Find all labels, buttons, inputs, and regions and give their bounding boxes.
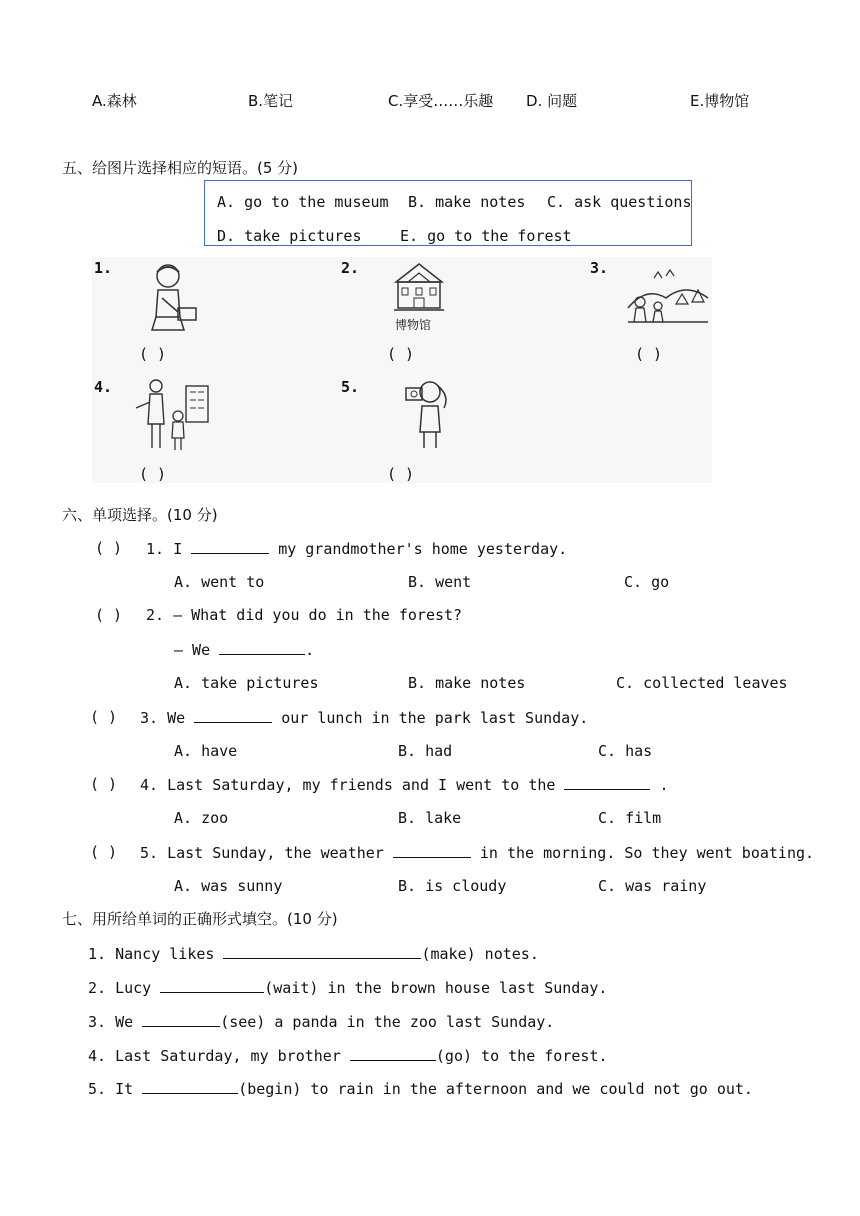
q3-answer-paren[interactable]: ( ) [90, 708, 118, 726]
q3-blank[interactable] [194, 708, 272, 723]
option-enjoy: C.享受……乐趣 [388, 92, 494, 110]
phrase-c: C. ask questions [547, 193, 692, 211]
fill-blank-5[interactable] [142, 1079, 238, 1094]
girl-camera-icon [400, 378, 454, 452]
phrase-a: A. go to the museum [217, 193, 389, 211]
fill-item-2: 2. Lucy (wait) in the brown house last Sunday. [88, 979, 608, 997]
q2-blank[interactable] [219, 640, 305, 655]
q4-option-a: A. zoo [174, 809, 229, 827]
fill-item-5: 5. It (begin) to rain in the afternoon and we could not go out. [88, 1080, 753, 1098]
q3-question: 3. We our lunch in the park last Sunday. [140, 709, 589, 727]
q5-blank[interactable] [393, 843, 471, 858]
fill-blank-3[interactable] [142, 1012, 220, 1027]
q5-question: 5. Last Sunday, the weather in the morning. So they went boating. [140, 844, 815, 862]
fill-blank-4[interactable] [350, 1046, 436, 1061]
fill-item-4: 4. Last Saturday, my brother (go) to the forest. [88, 1047, 608, 1065]
picture-1-number: 1. [94, 259, 113, 277]
picture-3-number: 3. [590, 259, 609, 277]
q4-question: 4. Last Saturday, my friends and I went to the . [140, 776, 669, 794]
q4-option-c: C. film [598, 809, 662, 827]
phrase-b: B. make notes [408, 193, 526, 211]
q2-question: 2. — What did you do in the forest? [146, 606, 463, 624]
section5-title: 五、给图片选择相应的短语。(5 分) [62, 159, 299, 177]
q2-answer-paren[interactable]: ( ) [95, 606, 123, 624]
phrase-e: E. go to the forest [400, 227, 572, 245]
picture-2-answer[interactable]: ( ) [387, 345, 415, 363]
q1-question: 1. I my grandmother's home yesterday. [146, 540, 568, 558]
q2-option-c: C. collected leaves [616, 674, 788, 692]
picture-2-number: 2. [341, 259, 360, 277]
fill-item-1: 1. Nancy likes (make) notes. [88, 945, 539, 963]
q1-option-b: B. went [408, 573, 472, 591]
q4-blank[interactable] [564, 775, 650, 790]
museum-caption: 博物馆 [395, 318, 432, 332]
section6-title: 六、单项选择。(10 分) [62, 506, 218, 524]
picture-1-answer[interactable]: ( ) [139, 345, 167, 363]
phrase-d: D. take pictures [217, 227, 362, 245]
picture-5-answer[interactable]: ( ) [387, 465, 415, 483]
option-forest: A.森林 [92, 92, 137, 110]
q1-option-c: C. go [624, 573, 670, 591]
option-museum: E.博物馆 [690, 92, 750, 110]
q2-response: — We . [174, 641, 315, 659]
q3-option-b: B. had [398, 742, 453, 760]
q3-option-a: A. have [174, 742, 238, 760]
picture-4-answer[interactable]: ( ) [139, 465, 167, 483]
teacher-child-icon [132, 378, 212, 454]
q1-answer-paren[interactable]: ( ) [95, 539, 123, 557]
fill-item-3: 3. We (see) a panda in the zoo last Sunday. [88, 1013, 555, 1031]
q1-blank[interactable] [191, 539, 269, 554]
picture-3-answer[interactable]: ( ) [635, 345, 663, 363]
fill-blank-1[interactable] [223, 944, 421, 959]
forest-scene-icon [626, 268, 710, 324]
section7-title: 七、用所给单词的正确形式填空。(10 分) [62, 910, 338, 928]
q2-option-a: A. take pictures [174, 674, 319, 692]
note-taking-person-icon [140, 262, 202, 332]
q3-option-c: C. has [598, 742, 653, 760]
fill-blank-2[interactable] [160, 978, 264, 993]
q4-option-b: B. lake [398, 809, 462, 827]
q5-option-c: C. was rainy [598, 877, 707, 895]
option-notes: B.笔记 [248, 92, 294, 110]
picture-5-number: 5. [341, 378, 360, 396]
q5-answer-paren[interactable]: ( ) [90, 843, 118, 861]
museum-building-icon [392, 262, 446, 314]
picture-4-number: 4. [94, 378, 113, 396]
option-question: D. 问题 [526, 92, 578, 110]
q2-option-b: B. make notes [408, 674, 526, 692]
q5-option-b: B. is cloudy [398, 877, 507, 895]
q4-answer-paren[interactable]: ( ) [90, 775, 118, 793]
q1-option-a: A. went to [174, 573, 265, 591]
q5-option-a: A. was sunny [174, 877, 283, 895]
